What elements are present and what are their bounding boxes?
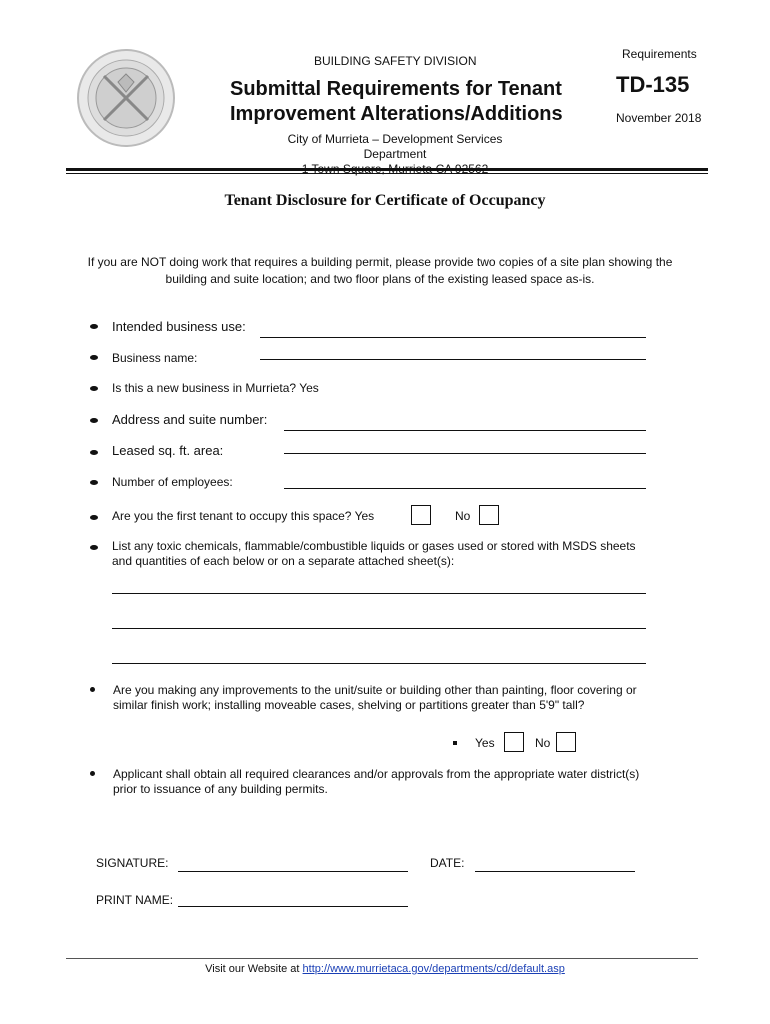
date-field[interactable] bbox=[475, 871, 635, 872]
bullet-icon bbox=[90, 480, 98, 485]
title-line-1: Submittal Requirements for Tenant bbox=[230, 78, 562, 100]
header-divider-thin bbox=[66, 173, 708, 174]
city-seal-icon bbox=[76, 48, 176, 148]
chemicals-line-1[interactable] bbox=[112, 593, 646, 594]
first-tenant-yes-checkbox[interactable] bbox=[411, 505, 431, 525]
improvements-label: Are you making any improvements to the unit/suite or building other than painting, floor covering or similar finish work; installing moveable cases, shelving or partitions greater than 5'9" tall? bbox=[113, 683, 637, 712]
improvements-yes-checkbox[interactable] bbox=[504, 732, 524, 752]
intro-text: If you are NOT doing work that requires a building permit, please provide two copies of a site plan showing the building and suite location; and two floor plans of the existing leased space as-is. bbox=[87, 255, 673, 286]
address-field[interactable] bbox=[284, 430, 646, 431]
chemicals-line-3[interactable] bbox=[112, 663, 646, 664]
improvements-no-checkbox[interactable] bbox=[556, 732, 576, 752]
employees-field[interactable] bbox=[284, 488, 646, 489]
signature-label: SIGNATURE: bbox=[96, 856, 169, 870]
business-name-label: Business name: bbox=[112, 351, 198, 365]
bullet-icon bbox=[453, 741, 457, 745]
document-title bbox=[230, 77, 610, 127]
first-tenant-label: Are you the first tenant to occupy this space? Yes bbox=[112, 509, 375, 523]
bullet-icon bbox=[90, 386, 98, 391]
intended-use-label: Intended business use: bbox=[112, 319, 246, 334]
employees-label: Number of employees: bbox=[112, 475, 233, 489]
bullet-icon bbox=[90, 324, 98, 329]
first-tenant-no-label: No bbox=[455, 509, 471, 523]
bullet-icon bbox=[90, 355, 98, 360]
website-link[interactable]: http://www.murrietaca.gov/departments/cd/default.asp bbox=[302, 963, 565, 975]
intended-use-field[interactable] bbox=[260, 337, 646, 338]
signature-field[interactable] bbox=[178, 871, 408, 872]
document-code: TD-135 bbox=[616, 72, 690, 97]
bullet-icon bbox=[90, 515, 98, 520]
chemicals-label: List any toxic chemicals, flammable/combustible liquids or gases used or stored with MSDS sheets and quantities of each below or on a separate attached sheet(s): bbox=[112, 539, 636, 568]
document-date: November 2018 bbox=[616, 111, 702, 125]
first-tenant-no-checkbox[interactable] bbox=[479, 505, 499, 525]
bullet-icon bbox=[90, 450, 98, 455]
improvements-no-label: No bbox=[535, 736, 551, 750]
footer bbox=[0, 963, 770, 975]
bullet-icon bbox=[90, 687, 95, 692]
print-name-field[interactable] bbox=[178, 906, 408, 907]
address-label: Address and suite number: bbox=[112, 412, 268, 427]
division-name: BUILDING SAFETY DIVISION bbox=[314, 54, 477, 68]
bullet-icon bbox=[90, 545, 98, 550]
department-line-1: City of Murrieta – Development Services Department bbox=[287, 132, 503, 161]
title-line-2: Improvement Alterations/Additions bbox=[230, 103, 563, 125]
sqft-label: Leased sq. ft. area: bbox=[112, 443, 224, 458]
bullet-icon bbox=[90, 771, 95, 776]
footer-divider bbox=[66, 958, 698, 959]
print-name-label: PRINT NAME: bbox=[96, 893, 174, 907]
improvements-yes-label: Yes bbox=[475, 736, 495, 750]
footer-text: Visit our Website at bbox=[205, 963, 303, 975]
header-divider bbox=[66, 168, 708, 171]
bullet-icon bbox=[90, 418, 98, 423]
new-business-label: Is this a new business in Murrieta? Yes bbox=[112, 381, 319, 395]
sqft-field[interactable] bbox=[284, 453, 646, 454]
clearances-text: Applicant shall obtain all required clearances and/or approvals from the appropriate water district(s) prior to issuance of any building permits. bbox=[113, 767, 640, 796]
form-title: Tenant Disclosure for Certificate of Occupancy bbox=[224, 192, 546, 209]
date-label: DATE: bbox=[430, 856, 465, 870]
chemicals-line-2[interactable] bbox=[112, 628, 646, 629]
requirements-label: Requirements bbox=[622, 47, 697, 61]
business-name-field[interactable] bbox=[260, 359, 646, 360]
